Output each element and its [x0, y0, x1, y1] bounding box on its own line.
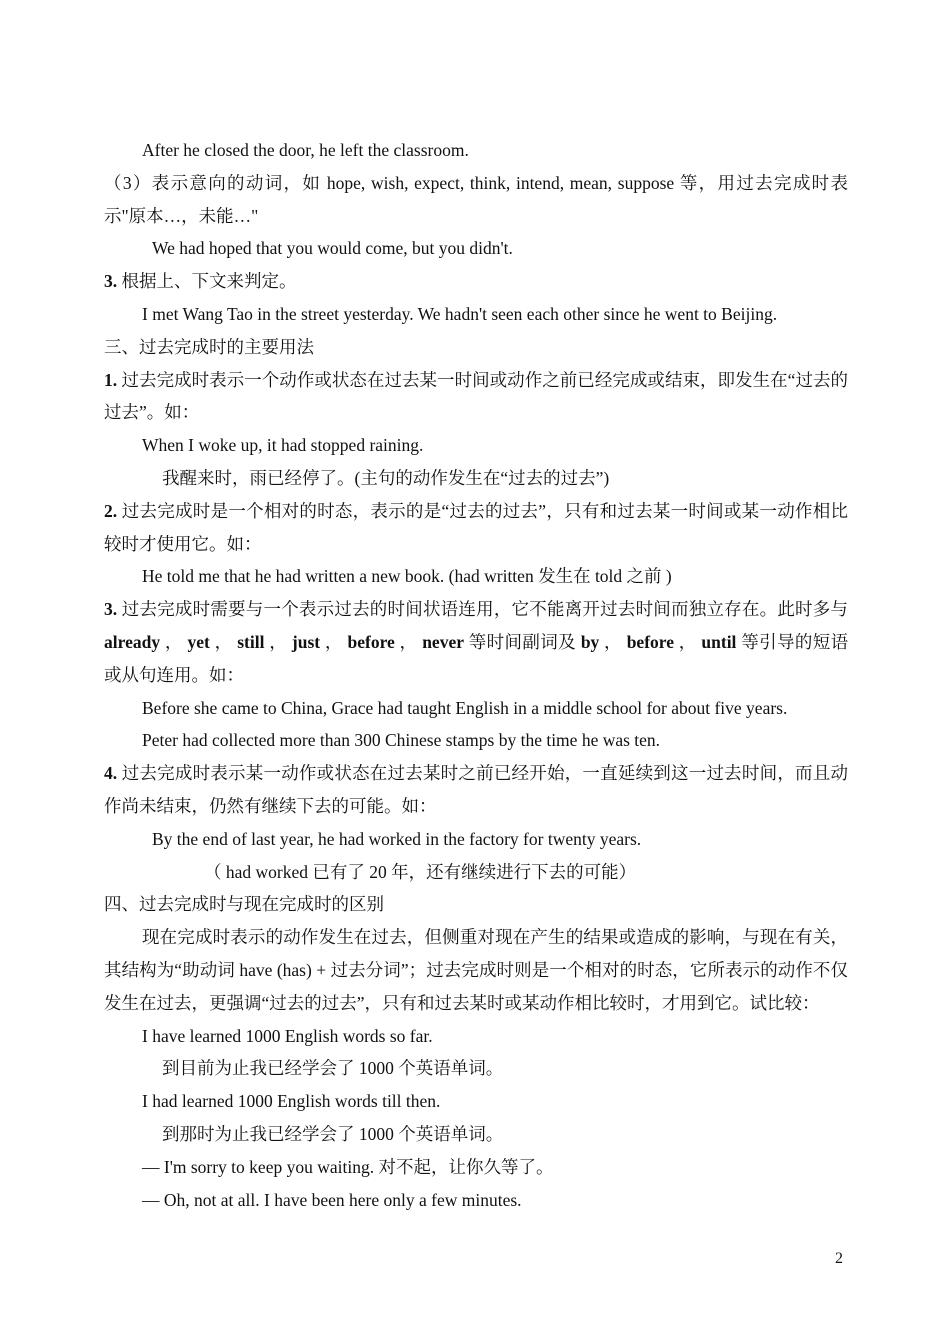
section-heading: 四、过去完成时与现在完成时的区别	[104, 894, 384, 915]
keyword: before	[626, 631, 674, 652]
example-sentence: I have learned 1000 English words so far.	[142, 1025, 433, 1046]
comparison-paragraph: 现在完成时表示的动作发生在过去，但侧重对现在产生的结果或造成的影响，与现在有关，其结构为“助动词 have (has) + 过去分词”；过去完成时则是一个相对的时态，它所表示的动作不仅发生在过去，更强调“过去的过去”，只有和过去某时或某动作相比较时，才用到它。试比较：	[104, 927, 848, 1013]
example-sentence: After he closed the door, he left the classroom.	[142, 140, 469, 160]
rule-paragraph	[104, 593, 848, 691]
rule-number: 4.	[104, 763, 118, 784]
separator: ，	[674, 631, 702, 652]
separator: ，	[599, 631, 627, 652]
rule-number: 3.	[104, 599, 118, 620]
rule-paragraph	[104, 364, 848, 430]
example-sentence: Peter had collected more than 300 Chinese stamps by the time he was ten.	[142, 730, 661, 751]
example-note: （ had worked 已有了 20 年，还有继续进行下去的可能）	[204, 861, 637, 882]
rule-number: 3.	[104, 271, 118, 292]
keyword: just	[291, 631, 321, 652]
section-heading: 三、过去完成时的主要用法	[104, 336, 314, 357]
example-sentence: When I woke up, it had stopped raining.	[142, 435, 424, 456]
dialogue-line: — I'm sorry to keep you waiting. 对不起，让你久等了。	[142, 1156, 554, 1177]
page-number: 2	[835, 1250, 843, 1267]
example-translation: 我醒来时，雨已经停了。(主句的动作发生在“过去的过去”)	[162, 467, 610, 488]
rule-number: 2.	[104, 500, 118, 521]
separator: ，	[320, 631, 348, 652]
separator: ，	[264, 631, 292, 652]
separator: ，	[209, 631, 238, 652]
example-translation: 到目前为止我已经学会了 1000 个英语单词。	[162, 1058, 504, 1079]
keyword: never	[422, 631, 464, 652]
keyword: still	[237, 631, 265, 652]
keyword: by	[580, 631, 600, 652]
example-sentence: We had hoped that you would come, but you didn't.	[152, 238, 513, 259]
rule-paragraph: （3）表示意向的动词，如 hope, wish, expect, think, intend, mean, suppose 等，用过去完成时表示"原本…，未能…"	[104, 172, 848, 226]
keyword: before	[347, 631, 395, 652]
keyword: yet	[187, 631, 210, 652]
rule-text: 根据上、下文来判定。	[117, 271, 297, 292]
rule-text: 等时间副词及	[464, 631, 581, 652]
rule-text: 过去完成时表示某一动作或状态在过去某时之前已经开始，一直延续到这一过去时间，而且动作尚未结束，仍然有继续下去的可能。如：	[104, 763, 848, 816]
dialogue-line: — Oh, not at all. I have been here only a few minutes.	[142, 1189, 522, 1210]
keyword: until	[701, 631, 737, 652]
example-sentence: I had learned 1000 English words till then.	[142, 1091, 441, 1112]
example-sentence: I met Wang Tao in the street yesterday. We hadn't seen each other since he went to Beijing.	[142, 303, 778, 324]
rule-number: 1.	[104, 369, 118, 390]
rule-text: 过去完成时是一个相对的时态，表示的是“过去的过去”，只有和过去某一时间或某一动作相比较时才使用它。如：	[104, 500, 848, 554]
separator: ，	[394, 631, 423, 652]
example-translation: 到那时为止我已经学会了 1000 个英语单词。	[162, 1123, 504, 1144]
rule-paragraph	[104, 495, 848, 561]
keyword: already	[104, 631, 161, 652]
rule-heading	[104, 265, 848, 298]
example-sentence: By the end of last year, he had worked in the factory for twenty years.	[152, 828, 642, 849]
separator: ，	[160, 631, 188, 652]
document-body	[104, 134, 848, 1216]
example-sentence: Before she came to China, Grace had taught English in a middle school for about five years.	[142, 697, 788, 718]
rule-text: 过去完成时需要与一个表示过去的时间状语连用，它不能离开过去时间而独立存在。此时多与	[117, 599, 848, 620]
example-sentence: He told me that he had written a new book. (had written 发生在 told 之前 )	[142, 566, 672, 587]
rule-paragraph	[104, 757, 848, 823]
rule-text: 过去完成时表示一个动作或状态在过去某一时间或动作之前已经完成或结束，即发生在“过去的过去”。如：	[104, 369, 848, 423]
rule-text: 等引导的短语或从句连用。如：	[104, 631, 849, 685]
